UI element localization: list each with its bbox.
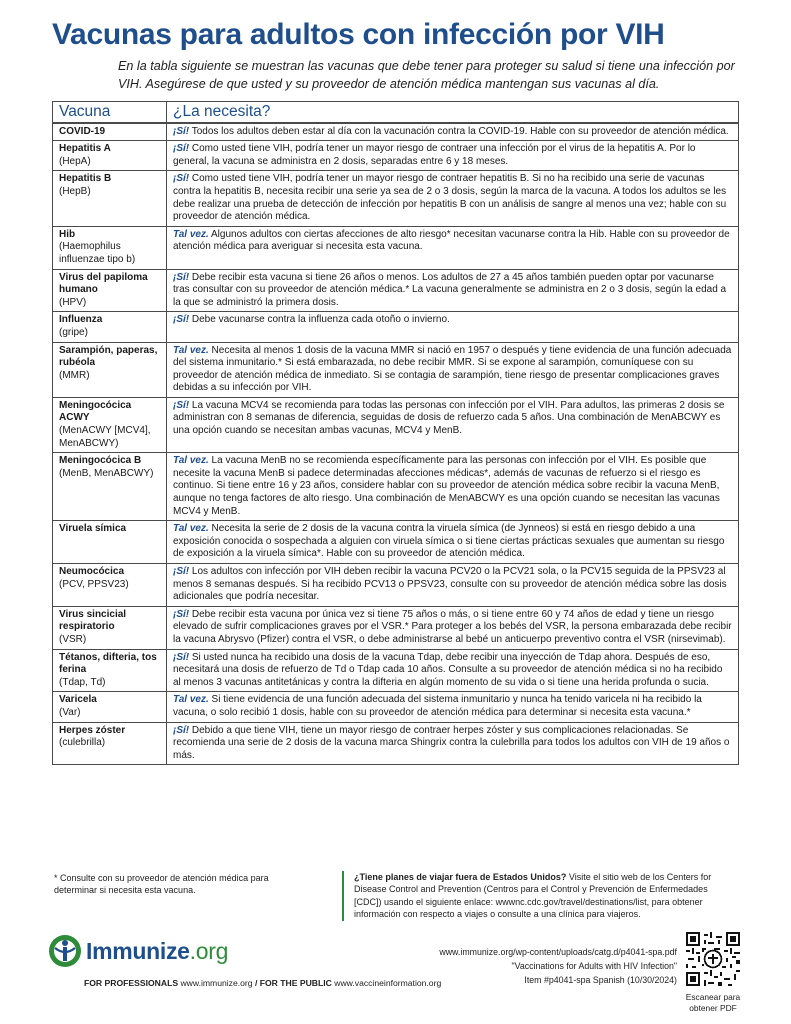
- table-row: [53, 171, 739, 226]
- recommendation-cell: [167, 722, 739, 765]
- vaccine-abbreviation: (VSR): [59, 633, 87, 645]
- vaccine-name: Varicela: [59, 694, 97, 706]
- recommendation-cell: [167, 171, 739, 226]
- vaccine-table: [52, 101, 739, 765]
- qr-caption: Escanear para obtener PDF: [685, 992, 741, 1013]
- vaccine-name-cell: [53, 649, 167, 692]
- vaccine-name: Hepatitis A: [59, 143, 111, 155]
- table-body: [53, 123, 739, 765]
- vaccine-name-cell: [53, 342, 167, 397]
- vaccine-name-cell: [53, 606, 167, 649]
- vaccine-name: Herpes zóster: [59, 724, 126, 736]
- vaccine-abbreviation: (culebrilla): [59, 737, 106, 749]
- pro-url-link[interactable]: www.immunize.org: [180, 978, 253, 988]
- recommendation-tag: Tal vez.: [173, 523, 209, 535]
- recommendation-tag: ¡Sí!: [173, 173, 190, 185]
- vaccine-name: Meningocócica B: [59, 455, 142, 467]
- recommendation-tag: ¡Sí!: [173, 399, 190, 411]
- table-row: [53, 342, 739, 397]
- travel-text: Visite el sitio web de los Centers for Disease Control and Prevention (Centros para el Control y Prevención de Enfermedades [CDC]) usando el siguiente enlace: wwwnc.cdc.gov/travel/destinations/list, para obtener información con respecto a viajes o consulte a una clínica para viajeros.: [354, 872, 712, 920]
- recommendation-cell: [167, 649, 739, 692]
- recommendation-text: Como usted tiene VIH, podría tener un mayor riesgo de contraer una infección por el virus de la hepatitis A. Por lo general, la vacuna se administra en 2 dosis, separadas entre 6 y 18 meses.: [173, 143, 696, 167]
- recommendation-tag: Tal vez.: [173, 455, 209, 467]
- document-info: [439, 945, 677, 987]
- public-label: FOR THE PUBLIC: [259, 978, 332, 988]
- vaccine-name-cell: [53, 692, 167, 722]
- recommendation-cell: [167, 342, 739, 397]
- recommendation-text: Si tiene evidencia de una función adecuada del sistema inmunitario y nunca ha tenido varicela ni ha recibido la vacuna, o solo recibió 1 dosis, hable con su proveedor de atención médica para determinar si necesita esta vacuna.*: [173, 694, 702, 718]
- travel-note: [342, 871, 724, 921]
- logo-wordmark: Immunize.org: [86, 937, 229, 964]
- recommendation-cell: [167, 226, 739, 269]
- recommendation-text: Algunos adultos con ciertas afecciones de alto riesgo* necesitan vacunarse contra la Hib. Hable con su proveedor de atención médica para averiguar si necesita esta vacuna.: [173, 228, 730, 253]
- vaccine-name: Influenza: [59, 314, 103, 326]
- table-row: [53, 722, 739, 765]
- recommendation-text: Todos los adultos deben estar al día con la vacunación contra la COVID-19. Hable con su proveedor de atención médica.: [189, 125, 729, 137]
- recommendation-text: Debido a que tiene VIH, tiene un mayor riesgo de contraer herpes zóster y sus complicaciones relacionadas. Se recomienda una serie de 2 dosis de la vacuna marca Shingrix contra la culebrilla para todos los adultos con VIH de 19 años o más.: [173, 724, 730, 761]
- recommendation-tag: Tal vez.: [173, 344, 209, 356]
- recommendation-cell: [167, 123, 739, 141]
- recommendation-tag: Tal vez.: [173, 694, 209, 706]
- vaccine-abbreviation: (Haemophilus influenzae tipo b): [59, 241, 136, 265]
- table-row: [53, 226, 739, 269]
- immunize-logo[interactable]: [48, 934, 228, 968]
- vaccine-name: Meningocócica ACWY: [59, 399, 132, 424]
- recommendation-cell: [167, 521, 739, 564]
- recommendation-text: Debe vacunarse contra la influenza cada otoño o invierno.: [189, 314, 450, 326]
- recommendation-cell: [167, 141, 739, 171]
- recommendation-text: Necesita al menos 1 dosis de la vacuna MMR si nació en 1957 o después y tiene evidencia de una función adecuada del sistema inmunitario.* Si está embarazada, no debe recibir MMR. Si se expone al sarampión, comuníquese con su proveedor de atención médica de inmediato. Si se contagia de sarampión, tiene riesgo de presentar complicaciones graves debidas a su infección por VIH.: [173, 344, 732, 394]
- recommendation-cell: [167, 606, 739, 649]
- table-row: [53, 606, 739, 649]
- table-row: [53, 312, 739, 342]
- recommendation-tag: ¡Sí!: [173, 143, 190, 155]
- vaccine-name: Hepatitis B: [59, 173, 112, 185]
- recommendation-text: La vacuna MenB no se recomienda específicamente para las personas con infección por el VIH. Es posible que necesite la vacuna MenB si padece determinadas afecciones médicas*, además de vacunas de refuerzo si el riesgo es continuo. Si tiene entre 16 y 23 años, considere hablar con su proveedor de atención médica sobre recibir la vacuna MenB, aunque no tenga factores de alto riesgo. Una combinación de MenABCWY es una opción cuando se necesitan las vacunas MCV4 y MenB.: [173, 455, 720, 517]
- vaccine-name: Viruela símica: [59, 523, 127, 535]
- vaccine-abbreviation: (HPV): [59, 296, 87, 308]
- vaccine-abbreviation: (MenACWY [MCV4], MenABCWY): [59, 425, 151, 449]
- col-header-vacuna: Vacuna: [53, 102, 167, 123]
- recommendation-text: Si usted nunca ha recibido una dosis de la vacuna Tdap, debe recibir una inyección de Tdap ahora. Después de eso, necesitará una dosis de refuerzo de Td o Tdap cada 10 años. Consulte a su proveedor de atención médica si no ha recibido al menos 3 vacunas antitetánicas y contra la difteria en algún momento de su vida o si tiene una herida profunda o sucia.: [173, 651, 723, 688]
- recommendation-text: Debe recibir esta vacuna si tiene 26 años o menos. Los adultos de 27 a 45 años también pueden optar por vacunarse tras consultar con su proveedor de atención médica.* La vacuna generalmente se administra en 2 o 3 dosis, según la edad a la que se administró la primera dosis.: [173, 271, 727, 308]
- vaccine-abbreviation: (Tdap, Td): [59, 676, 106, 688]
- vaccine-name: Neumocócica: [59, 566, 125, 577]
- vaccine-name-cell: [53, 226, 167, 269]
- recommendation-cell: [167, 397, 739, 452]
- immunize-logo-icon: [48, 934, 82, 968]
- vaccine-name: Tétanos, difteria, tos ferina: [59, 651, 157, 676]
- table-row: [53, 649, 739, 692]
- recommendation-tag: ¡Sí!: [173, 271, 190, 283]
- vaccine-name-cell: [53, 453, 167, 521]
- vaccine-name: Sarampión, paperas, rubéola: [59, 344, 158, 369]
- site-links: FOR PROFESSIONALS www.immunize.org / FOR THE PUBLIC www.vaccineinformation.org: [84, 978, 442, 988]
- footnote: * Consulte con su proveedor de atención médica para determinar si necesita esta vacuna.: [54, 873, 269, 895]
- pro-label: FOR PROFESSIONALS: [84, 978, 179, 988]
- doc-title: "Vaccinations for Adults with HIV Infection": [511, 961, 677, 971]
- col-header-necesita: ¿La necesita?: [167, 102, 739, 123]
- recommendation-cell: [167, 312, 739, 342]
- recommendation-text: La vacuna MCV4 se recomienda para todas las personas con infección por el VIH. Para adultos, las primeras 2 dosis se administran con 8 semanas de diferencia, seguidas de dosis de refuerzo cada 5 años. Una combinación de MenABCWY es una opción cuando se necesitan ambas vacunas, MCV4 y MenB.: [173, 399, 725, 437]
- vaccine-name-cell: [53, 564, 167, 607]
- vaccine-name-cell: [53, 397, 167, 452]
- table-row: [53, 692, 739, 722]
- recommendation-text: Como usted tiene VIH, podría tener un mayor riesgo de contraer hepatitis B. Si no ha recibido una serie de vacunas contra la hepatitis B, necesita recibir una serie ya sea de 2 o 3 dosis, según la marca de la vacuna. A todos los adultos se les debe realizar una prueba de detección de infección por hepatitis B con un análisis de sangre al menos una vez; hable con su proveedor de atención médica.: [173, 173, 727, 223]
- vaccine-abbreviation: (HepA): [59, 155, 91, 167]
- recommendation-text: Los adultos con infección por VIH deben recibir la vacuna PCV20 o la PCV21 sola, o la PCV15 seguida de la PPSV23 al menos 8 semanas después. Si ha recibido PCV13 o PPSV23, consulte con su proveedor de atención médica sobre las dosis adicionales que podría necesitar.: [173, 566, 727, 603]
- table-row: [53, 453, 739, 521]
- qr-code-icon[interactable]: [686, 932, 740, 986]
- table-row: [53, 564, 739, 607]
- vaccine-name: Virus sincicial respiratorio: [59, 608, 127, 633]
- recommendation-tag: ¡Sí!: [173, 608, 190, 620]
- recommendation-tag: ¡Sí!: [173, 125, 190, 137]
- recommendation-text: Necesita la serie de 2 dosis de la vacuna contra la viruela símica (de Jynneos) si está en riesgo debido a una exposición conocida o sospechada a alguien con viruela símica o si tiene ciertas prácticas sexuales que aumentan su riesgo de exposición a la viruela símica*. Hable con su proveedor de atención médica.: [173, 523, 725, 560]
- recommendation-tag: ¡Sí!: [173, 724, 190, 736]
- vaccine-abbreviation: (PCV, PPSV23): [59, 578, 129, 590]
- recommendation-cell: [167, 564, 739, 607]
- public-url-link[interactable]: www.vaccineinformation.org: [334, 978, 442, 988]
- table-row: [53, 269, 739, 312]
- vaccine-abbreviation: (HepB): [59, 185, 91, 197]
- vaccine-name-cell: [53, 312, 167, 342]
- vaccine-name-cell: [53, 171, 167, 226]
- recommendation-tag: ¡Sí!: [173, 566, 190, 577]
- intro-text: En la tabla siguiente se muestran las vacunas que debe tener para proteger su salud si tiene una infección por VIH. Asegúrese de que usted y su proveedor de atención médica mantengan sus vacunas al día.: [118, 59, 735, 91]
- table-row: [53, 123, 739, 141]
- doc-item: Item #p4041-spa Spanish (10/30/2024): [524, 975, 677, 985]
- vaccine-name-cell: [53, 722, 167, 765]
- recommendation-tag: ¡Sí!: [173, 314, 190, 326]
- page-title: Vacunas para adultos con infección por VIH: [52, 18, 665, 51]
- recommendation-cell: [167, 269, 739, 312]
- table-row: [53, 397, 739, 452]
- recommendation-cell: [167, 453, 739, 521]
- vaccine-name: Virus del papiloma humano: [59, 271, 148, 296]
- vaccine-name: Hib: [59, 228, 76, 240]
- recommendation-cell: [167, 692, 739, 722]
- vaccine-abbreviation: (MMR): [59, 369, 90, 381]
- travel-lead: ¿Tiene planes de viajar fuera de Estados Unidos?: [354, 872, 567, 882]
- vaccine-name-cell: [53, 269, 167, 312]
- recommendation-tag: ¡Sí!: [173, 651, 190, 663]
- vaccine-abbreviation: (gripe): [59, 326, 88, 338]
- vaccine-abbreviation: (MenB, MenABCWY): [59, 467, 154, 479]
- table-row: [53, 141, 739, 171]
- doc-url[interactable]: www.immunize.org/wp-content/uploads/catg.d/p4041-spa.pdf: [439, 947, 677, 957]
- recommendation-text: Debe recibir esta vacuna por única vez si tiene 75 años o más, o si tiene entre 60 y 74 años de edad y tiene un riesgo elevado de sufrir complicaciones graves por el VSR.* Para proteger a los bebés del VSR, la persona embarazada debe recibir la vacuna Abrysvo (Pfizer) contra el VSR, o debe administrarse al bebé un anticuerpo preventivo contra el VSR (nirsevimab).: [173, 608, 732, 645]
- table-row: [53, 521, 739, 564]
- recommendation-tag: Tal vez.: [173, 228, 209, 240]
- vaccine-abbreviation: (Var): [59, 706, 81, 718]
- vaccine-name-cell: [53, 141, 167, 171]
- vaccine-name-cell: [53, 521, 167, 564]
- vaccine-name: COVID-19: [59, 125, 106, 137]
- vaccine-name-cell: [53, 123, 167, 141]
- table-header-row: [53, 102, 739, 123]
